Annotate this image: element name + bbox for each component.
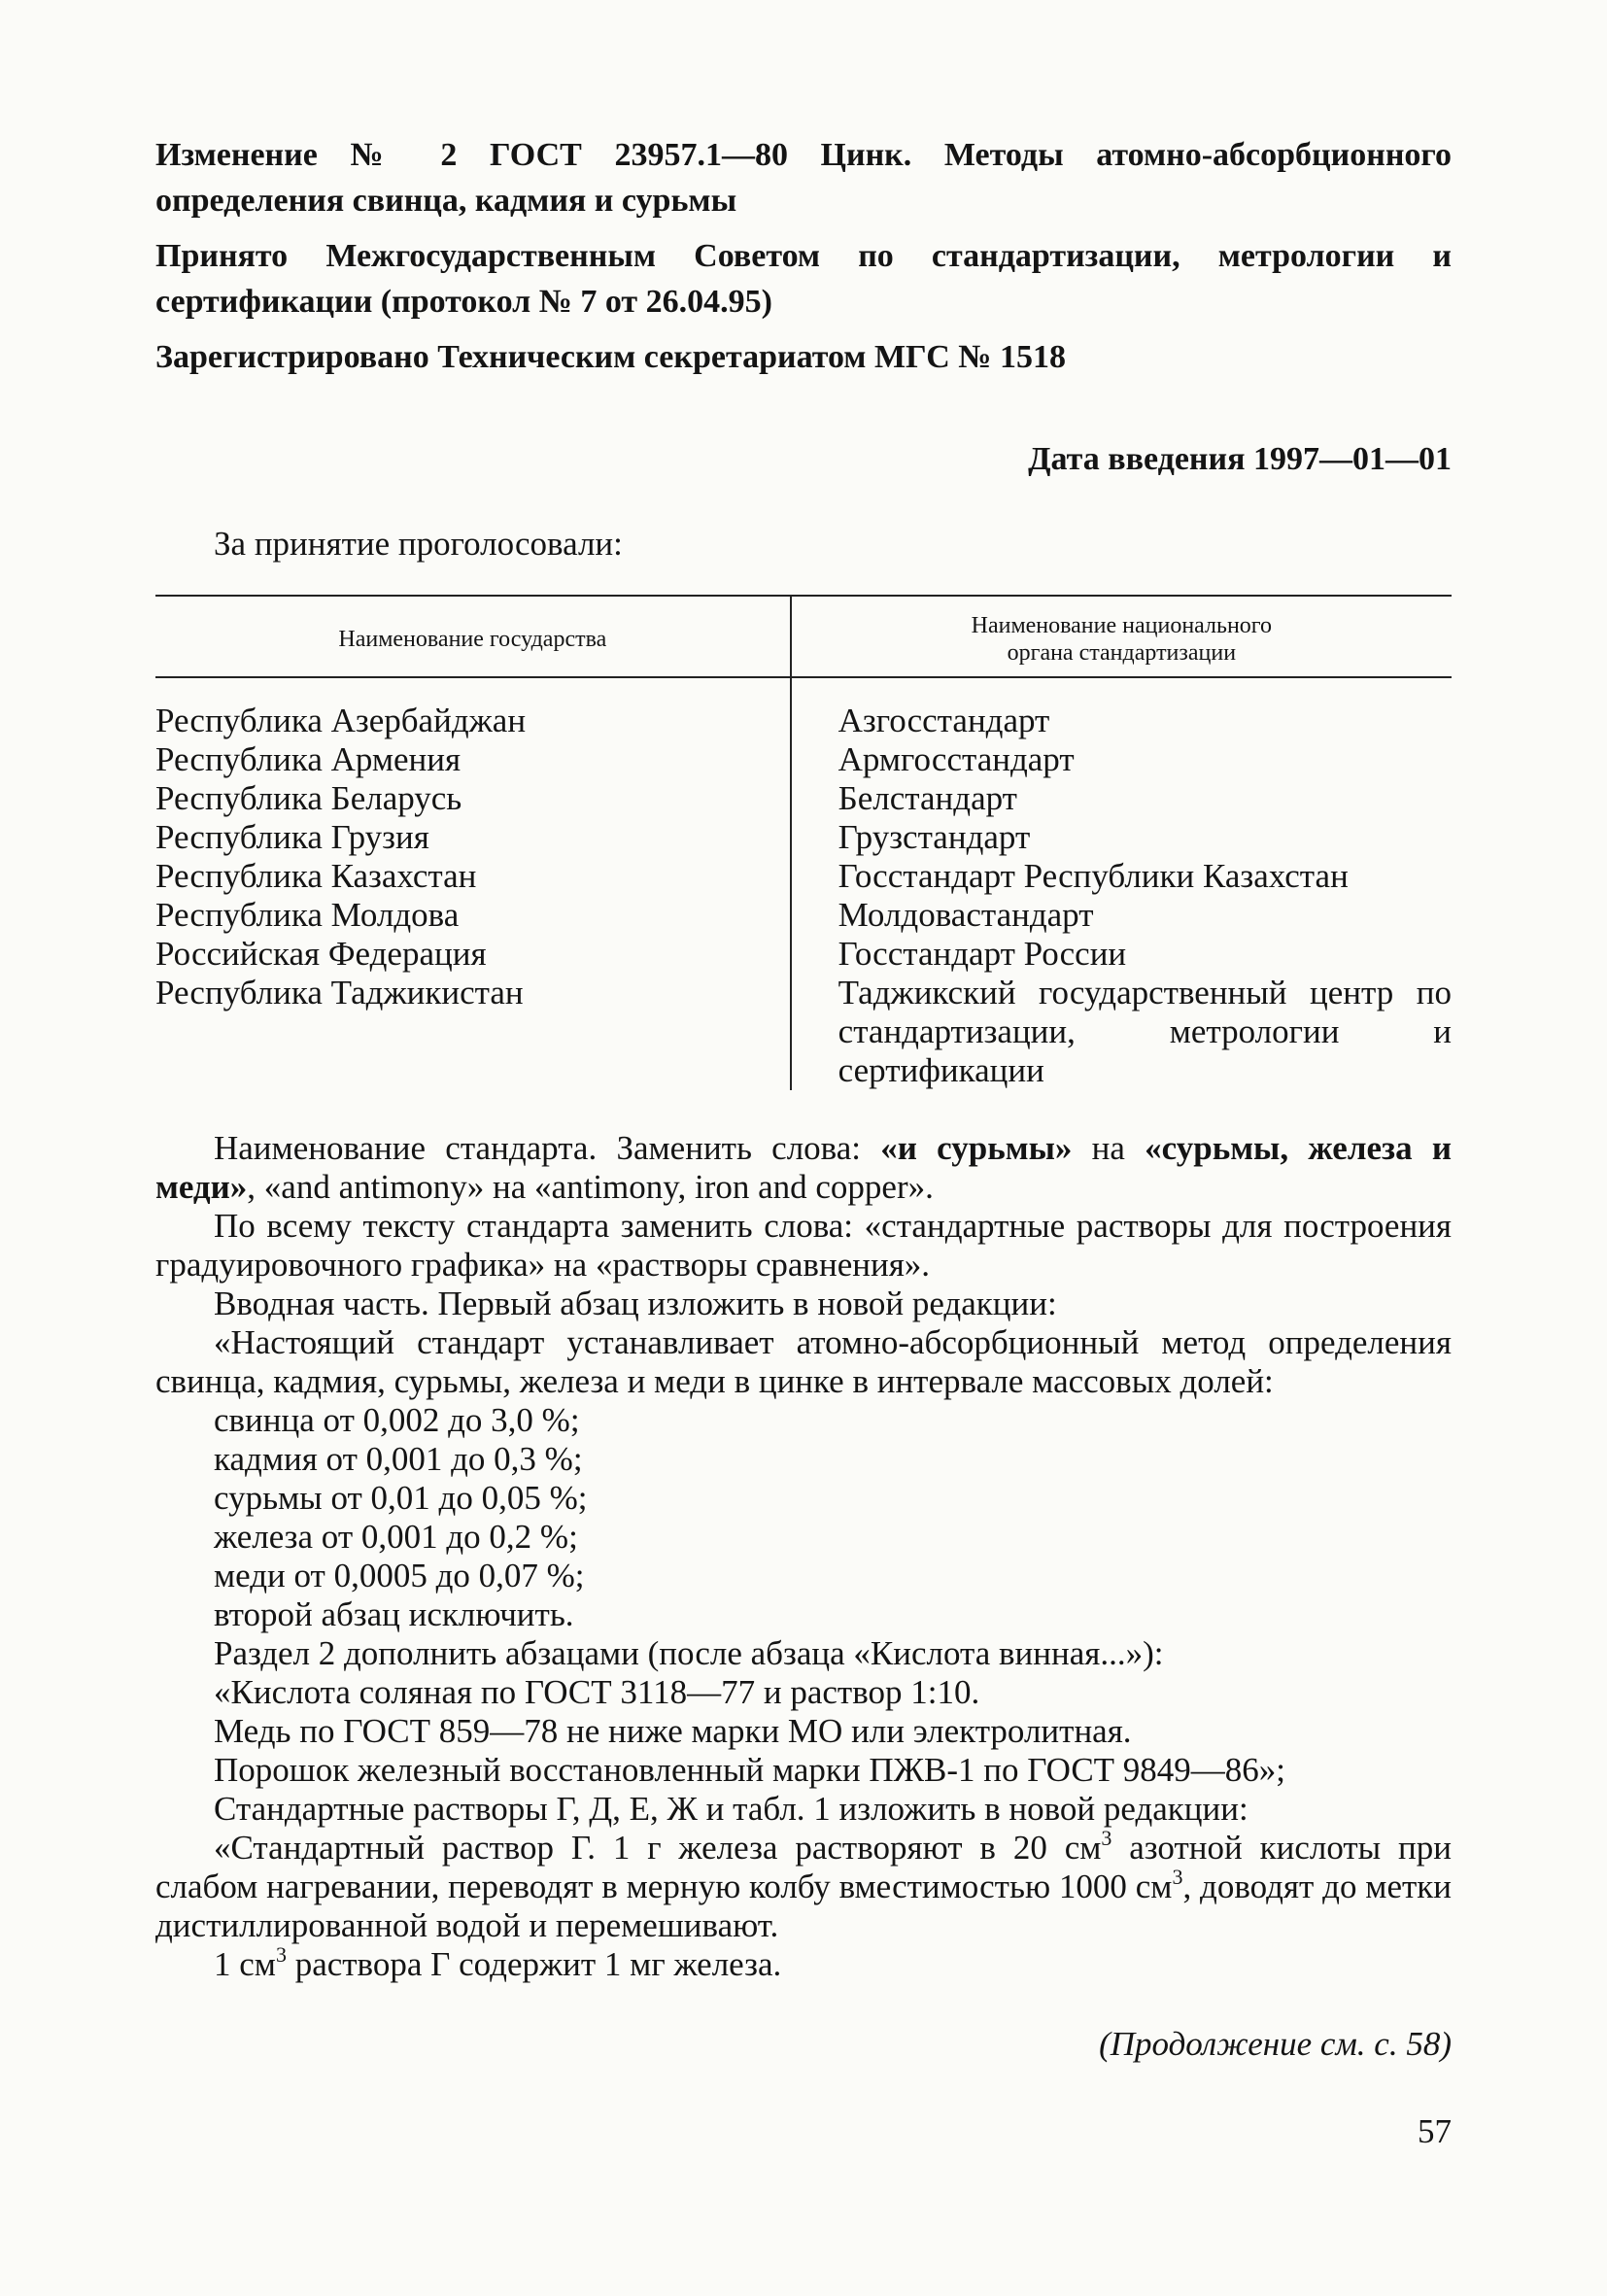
superscript: 3	[1101, 1826, 1112, 1850]
voting-states-table	[155, 595, 1452, 1090]
paragraph: Стандартные растворы Г, Д, Е, Ж и табл. 1 изложить в новой редакции:	[214, 1790, 1248, 1828]
list-item: меди от 0,0005 до 0,07 %;	[214, 1557, 585, 1594]
text-run: «Стандартный раствор Г. 1 г железа растворяют в 20 см	[214, 1829, 1102, 1867]
body-cell: Таджикский государственный центр по стандартизации, метрологии и сертификации	[838, 974, 1452, 1089]
superscript: 3	[275, 1942, 287, 1967]
body-cell: Госстандарт России	[838, 935, 1127, 973]
state-cell: Республика Азербайджан	[155, 677, 791, 740]
text-run: на	[1072, 1129, 1145, 1167]
state-cell: Республика Беларусь	[155, 779, 791, 818]
col-body-header-line2: органа стандартизации	[1007, 640, 1237, 666]
list-item: железа от 0,001 до 0,2 %;	[214, 1518, 578, 1556]
text-run: 1 см	[214, 1945, 276, 1983]
table-row	[155, 857, 1452, 896]
body-cell: Азгосстандарт	[838, 702, 1050, 739]
amendment-title: Изменение № 2 ГОСТ 23957.1—80 Цинк. Методы атомно-абсорбционного определения свинца, кадмия и сурьмы	[155, 137, 1452, 219]
body-cell: Белстандарт	[838, 779, 1017, 817]
list-item: кадмия от 0,001 до 0,3 %;	[214, 1440, 583, 1478]
table-row	[155, 740, 1452, 779]
state-cell: Республика Молдова	[155, 896, 791, 935]
state-cell: Республика Армения	[155, 740, 791, 779]
state-cell: Российская Федерация	[155, 935, 791, 974]
document-page	[155, 132, 1452, 2151]
text-run: азотной кислоты при слабом нагревании, переводят в мерную колбу вместимостью 1000 см	[155, 1829, 1452, 1905]
list-item: сурьмы от 0,01 до 0,05 %;	[214, 1479, 588, 1517]
paragraph-solution-g	[155, 1826, 1453, 1945]
table-row	[155, 974, 1452, 1090]
list-item: второй абзац исключить.	[214, 1595, 574, 1633]
amendment-body	[155, 1129, 1452, 1984]
body-cell: Молдовастандарт	[838, 896, 1094, 934]
registration-note: Зарегистрировано Техническим секретариатом МГС № 1518	[155, 339, 1066, 375]
table-row	[155, 677, 1452, 740]
state-cell: Республика Таджикистан	[155, 974, 791, 1090]
paragraph: «Настоящий стандарт устанавливает атомно-абсорбционный метод определения свинца, кадмия, сурьмы, железа и меди в цинке в интервале массовых долей:	[155, 1323, 1452, 1400]
text-run: , «and antimony» на «antimony, iron and copper».	[247, 1168, 934, 1206]
text-run: Наименование стандарта. Заменить слова:	[214, 1129, 881, 1167]
text-run-bold: «сурьмы, железа и меди»	[155, 1129, 1452, 1206]
col-body-header-line1: Наименование национального	[971, 613, 1273, 638]
body-cell: Армгосстандарт	[838, 740, 1075, 778]
continuation-note: (Продолжение см. с. 58)	[1099, 2025, 1452, 2063]
paragraph: «Кислота соляная по ГОСТ 3118—77 и раствор 1:10.	[214, 1673, 980, 1711]
paragraph: Порошок железный восстановленный марки ПЖВ-1 по ГОСТ 9849—86»;	[214, 1751, 1286, 1789]
state-cell: Республика Грузия	[155, 818, 791, 857]
text-run: , доводят до метки дистиллированной водой и перемешивают.	[155, 1868, 1453, 1944]
paragraph: Вводная часть. Первый абзац изложить в новой редакции:	[214, 1285, 1057, 1322]
table-row	[155, 779, 1452, 818]
text-run: раствора Г содержит 1 мг железа.	[286, 1945, 782, 1983]
table-row	[155, 818, 1452, 857]
text-run-bold: «и сурьмы»	[880, 1129, 1073, 1167]
paragraph: По всему тексту стандарта заменить слова: «стандартные растворы для построения градуировочного графика» на «растворы сравнения».	[155, 1207, 1452, 1284]
col-body-header	[791, 596, 1452, 677]
introduction-date: Дата введения 1997—01—01	[1028, 441, 1452, 477]
table-row	[155, 935, 1452, 974]
superscript: 3	[1172, 1865, 1183, 1889]
page-number: 57	[1418, 2112, 1452, 2150]
paragraph-title-change	[155, 1129, 1452, 1207]
voted-label: За принятие проголосовали:	[214, 525, 623, 563]
table-row	[155, 896, 1452, 935]
paragraph: Медь по ГОСТ 859—78 не ниже марки МО или электролитная.	[214, 1712, 1132, 1750]
adoption-note: Принято Межгосударственным Советом по стандартизации, метрологии и сертификации (протокол № 7 от 26.04.95)	[155, 238, 1452, 320]
body-cell: Госстандарт Республики Казахстан	[838, 857, 1349, 895]
state-cell: Республика Казахстан	[155, 857, 791, 896]
col-state-header: Наименование государства	[155, 596, 791, 677]
table-header-row	[155, 596, 1452, 677]
list-item: свинца от 0,002 до 3,0 %;	[214, 1401, 580, 1439]
paragraph: Раздел 2 дополнить абзацами (после абзаца «Кислота винная...»):	[214, 1634, 1164, 1672]
paragraph-solution-content	[155, 1942, 1452, 1984]
body-cell: Грузстандарт	[838, 818, 1031, 856]
